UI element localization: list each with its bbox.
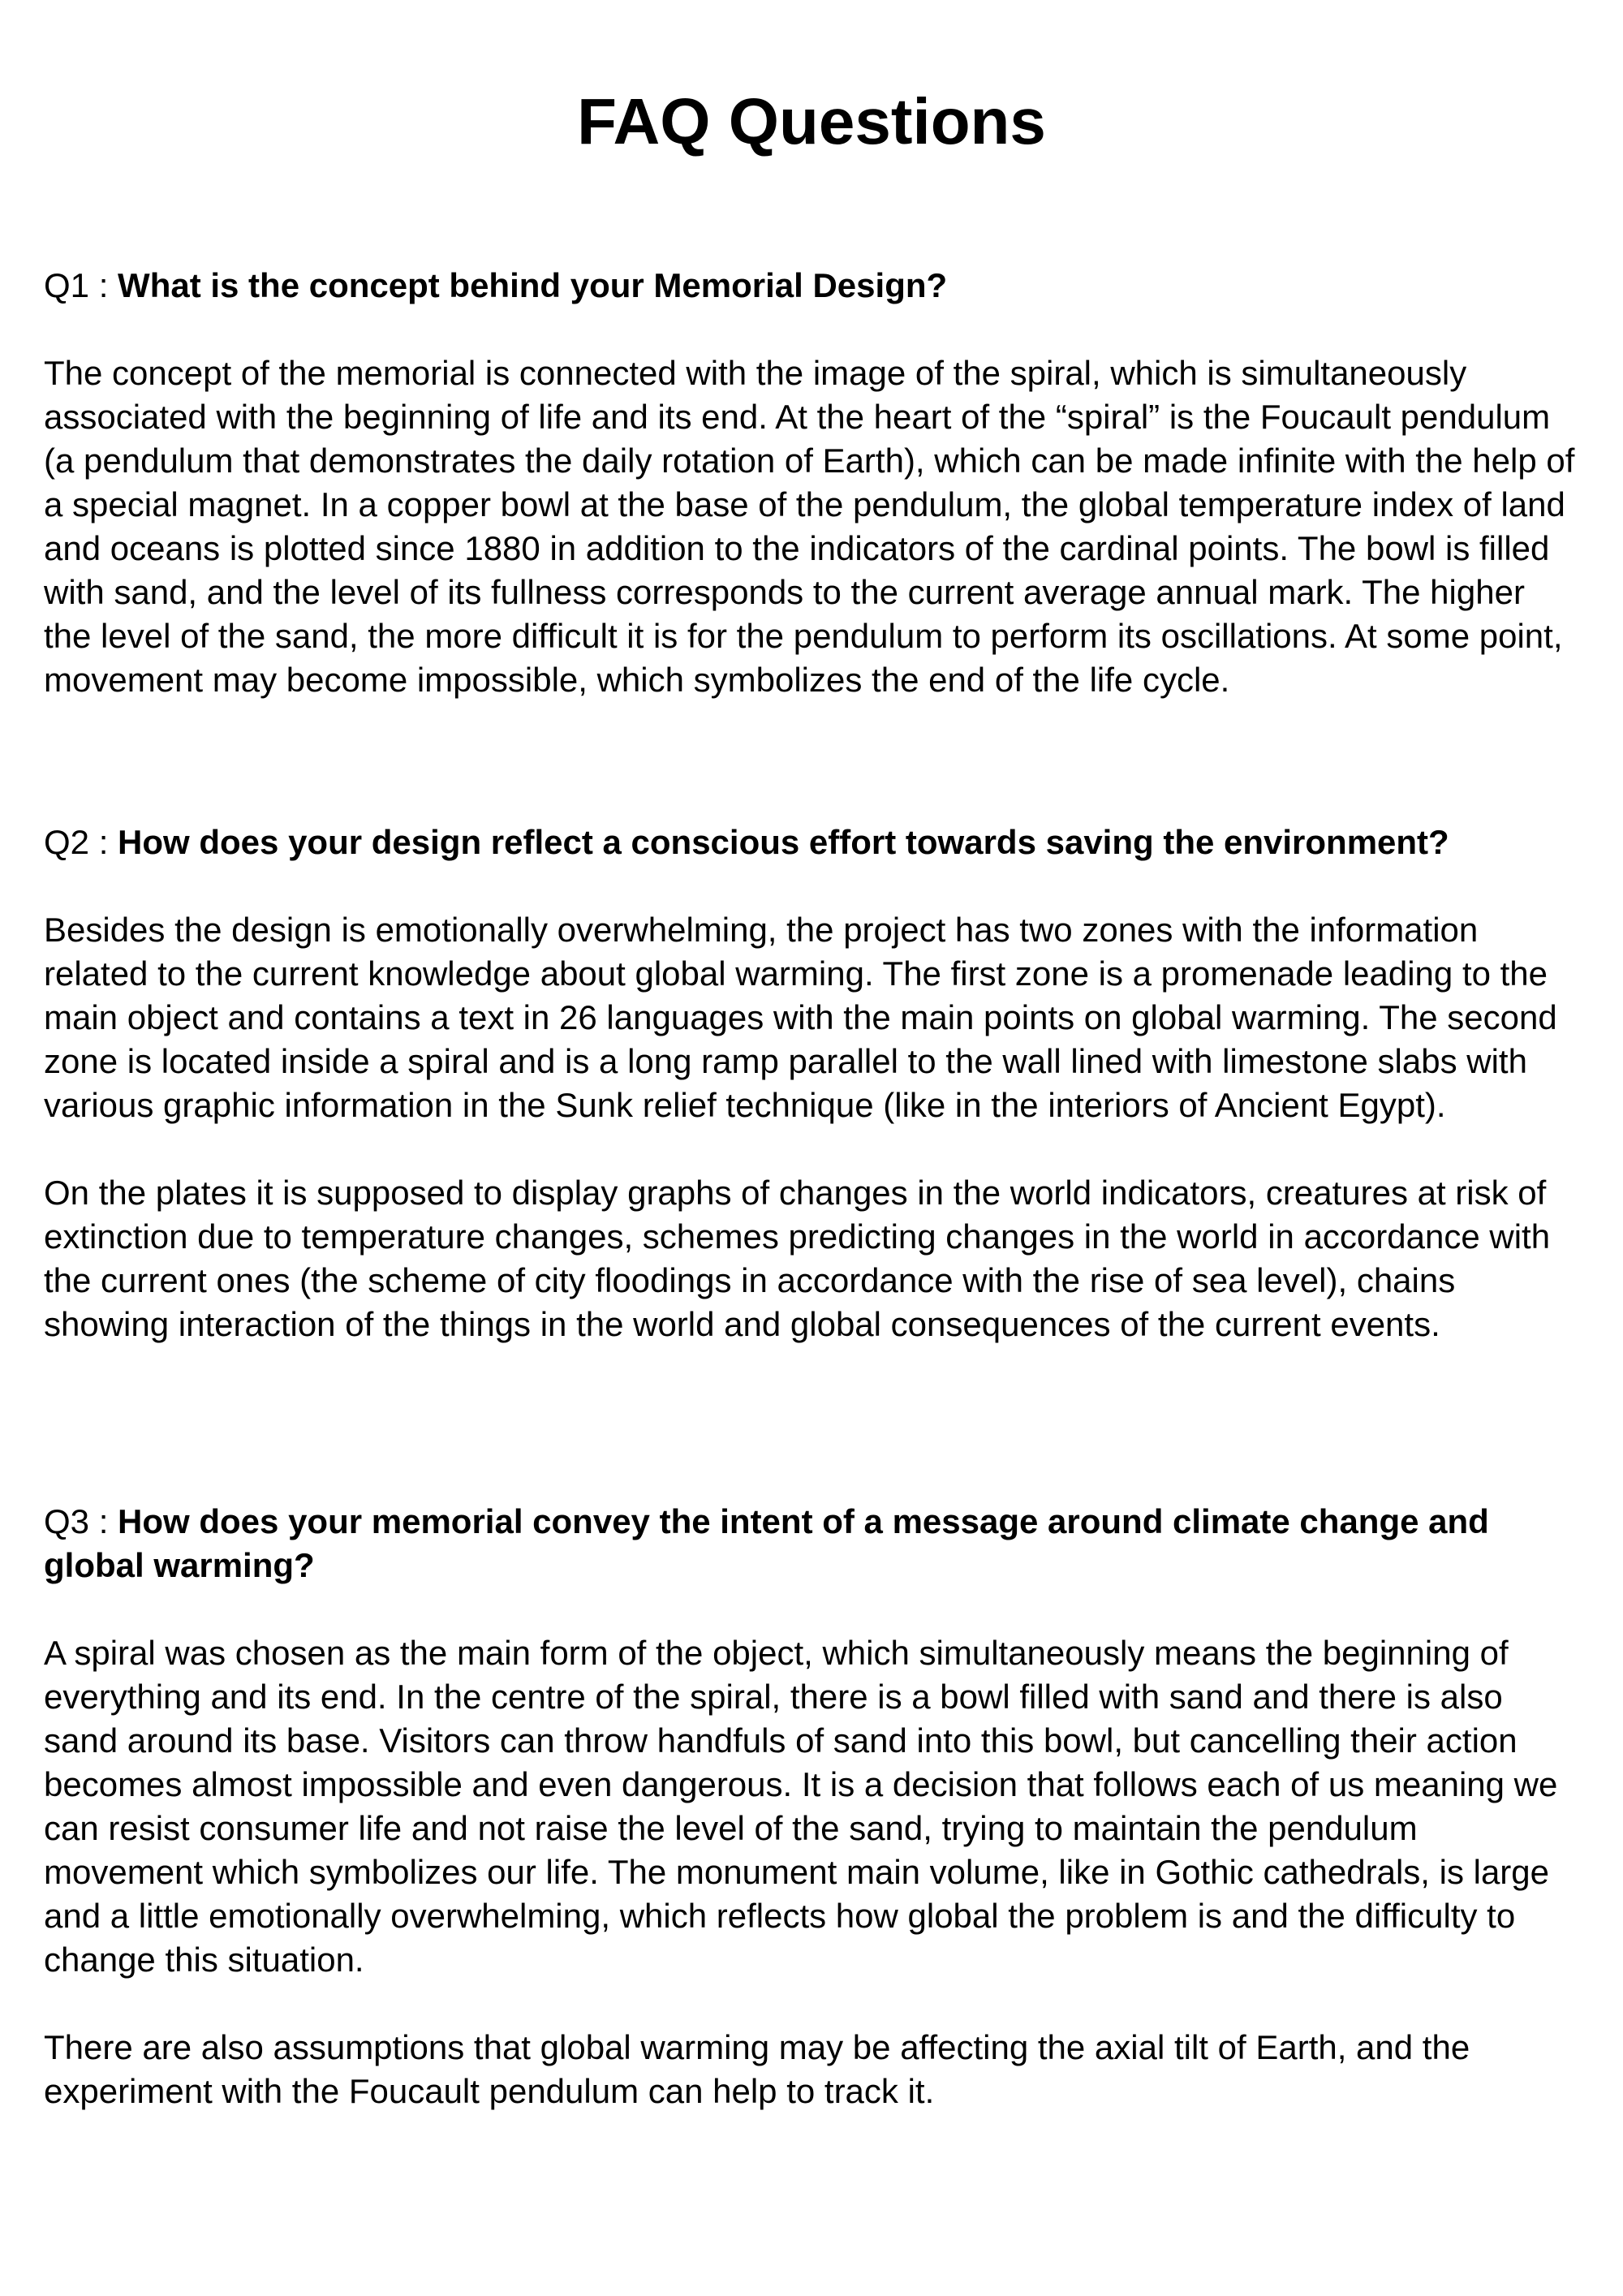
- faq-answer: On the plates it is supposed to display graphs of changes in the world indicators, creatures at risk of extinction due to temperature changes, schemes predicting changes in the world in accordance with the current ones (the scheme of city floodings in accordance with the rise of sea level), chains showing interaction of the things in the world and global consequences of the current events.: [44, 1174, 1551, 1343]
- faq-item-q1: [44, 264, 1579, 702]
- question-prefix: Q3 :: [44, 1502, 118, 1540]
- question-text: What is the concept behind your Memorial Design?: [118, 266, 948, 304]
- question-prefix: Q2 :: [44, 823, 118, 861]
- question-prefix: Q1 :: [44, 266, 118, 304]
- faq-question: [44, 1500, 1579, 1587]
- faq-question: [44, 821, 1579, 864]
- page-title: FAQ Questions: [577, 85, 1046, 157]
- faq-answer: Besides the design is emotionally overwhelming, the project has two zones with the information related to the current knowledge about global warming. The first zone is a promenade leading to the main object and contains a text in 26 languages with the main points on global warming. The second zone is located inside a spiral and is a long ramp parallel to the wall lined with limestone slabs with various graphic information in the Sunk relief technique (like in the interiors of Ancient Egypt).: [44, 911, 1557, 1124]
- faq-item-q2: [44, 821, 1579, 1346]
- faq-item-q3: [44, 1500, 1579, 2113]
- faq-answer: There are also assumptions that global warming may be affecting the axial tilt of Earth, and the experiment with the Foucault pendulum can help to track it.: [44, 2028, 1470, 2110]
- faq-question: [44, 264, 1579, 308]
- question-text: How does your memorial convey the intent of a message around climate change and global warming?: [44, 1502, 1489, 1584]
- faq-answer: The concept of the memorial is connected with the image of the spiral, which is simultaneously associated with the beginning of life and its end. At the heart of the “spiral” is the Foucault pendulum (a pendulum that demonstrates the daily rotation of Earth), which can be made infinite with the help of a special magnet. In a copper bowl at the base of the pendulum, the global temperature index of land and oceans is plotted since 1880 in addition to the indicators of the cardinal points. The bowl is filled with sand, and the level of its fullness corresponds to the current average annual mark. The higher the level of the sand, the more difficult it is for the pendulum to perform its oscillations. At some point, movement may become impossible, which symbolizes the end of the life cycle.: [44, 354, 1575, 699]
- faq-answer: A spiral was chosen as the main form of the object, which simultaneously means the beginning of everything and its end. In the centre of the spiral, there is a bowl filled with sand and there is also sand around its base. Visitors can throw handfuls of sand into this bowl, but cancelling their action becomes almost impossible and even dangerous. It is a decision that follows each of us meaning we can resist consumer life and not raise the level of the sand, trying to maintain the pendulum movement which symbolizes our life. The monument main volume, like in Gothic cathedrals, is large and a little emotionally overwhelming, which reflects how global the problem is and the difficulty to change this situation.: [44, 1634, 1558, 1979]
- question-text: How does your design reflect a conscious effort towards saving the environment?: [118, 823, 1449, 861]
